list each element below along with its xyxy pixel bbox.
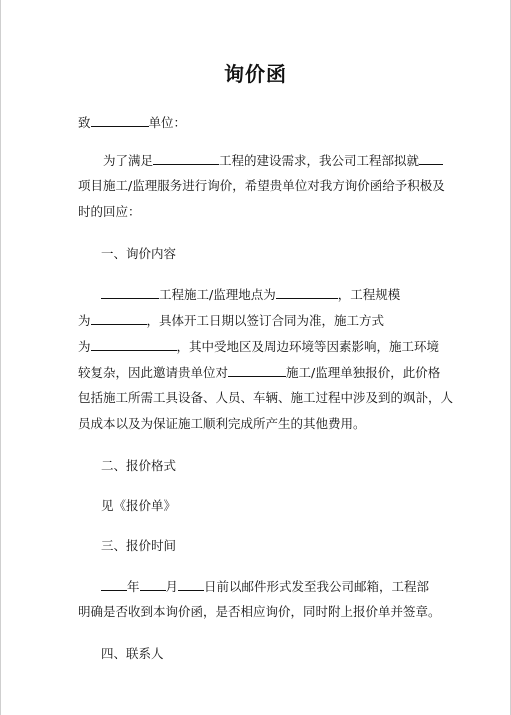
section3-line-2: 明确是否收到本询价函，是否相应询价，同时附上报价单并签章。 (78, 604, 441, 619)
intro-line-2: 项目施工/监理服务进行询价，希望贵单位对我方询价函给予积极及 (78, 178, 445, 193)
year-blank (101, 578, 127, 591)
month-blank (140, 578, 166, 591)
section2-body: 见《报价单》 (101, 498, 177, 513)
addressee-line: 致 单位： (78, 115, 187, 130)
section1-line-2: 为 ，具体开工日期以签订合同为准，施工方式 (78, 313, 385, 328)
day-blank (178, 578, 204, 591)
intro-line-1: 为了满足 工程的建设需求，我公司工程部拟就 (78, 152, 434, 169)
section1-line-5: 包括施工所需工具设备、人员、车辆、施工过程中涉及到的飒訃，人 (78, 390, 454, 405)
section-heading-3: 三、报价时间 (101, 538, 177, 553)
method-blank (91, 338, 177, 351)
location-blank (276, 286, 338, 299)
section-heading-4: 四、联系人 (101, 646, 164, 661)
page-title: 询价函 (224, 62, 287, 86)
project-blank (419, 152, 443, 165)
section1-line-4: 较复杂，因此邀请贵单位对 施工/监理单独报价，此价格 (78, 365, 441, 380)
addressee-blank (91, 114, 149, 127)
project-name-blank (153, 152, 219, 165)
section1-line-1: 工程施工/监理地点为 ，工程规模 (101, 286, 461, 303)
location-prefix-blank (101, 286, 159, 299)
intro-line-3: 时的回应： (78, 204, 141, 219)
section-heading-1: 一、询价内容 (101, 246, 177, 261)
section1-line-3: 为 ，其中受地区及周边环境等因素影响，施工环境 (78, 339, 440, 354)
section-heading-2: 二、报价格式 (101, 458, 177, 473)
quote-scope-blank (228, 364, 286, 377)
section3-line-1: 年 月 日前以邮件形式发至我公司邮箱，工程部 (101, 578, 461, 595)
section1-line-6: 员成本以及为保证施工顺利完成所产生的其他费用。 (78, 416, 366, 431)
scale-blank (91, 312, 147, 325)
